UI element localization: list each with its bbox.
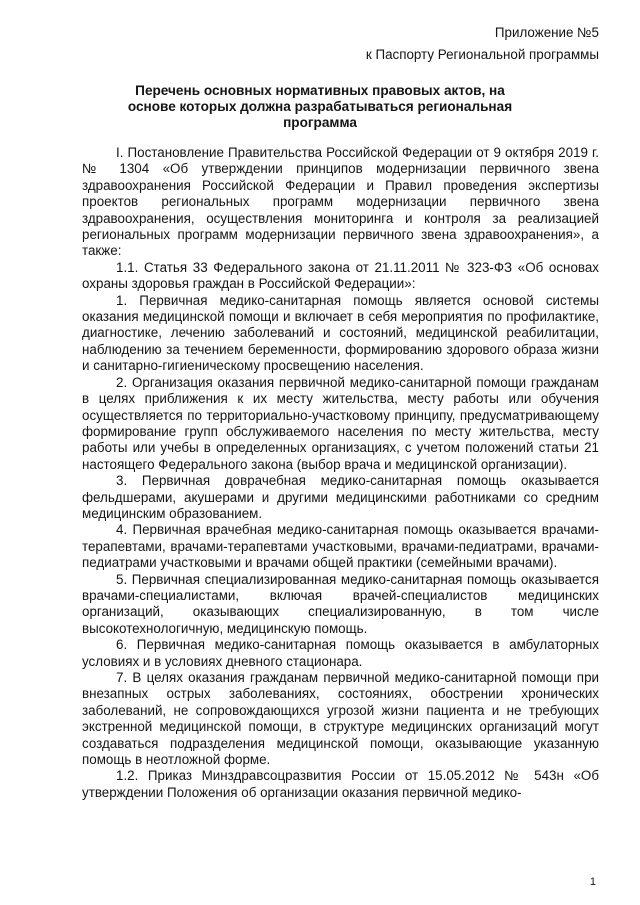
paragraph-resolution-1304: I. Постановление Правительства Российской Федерации от 9 октября 2019 г. № 1304 «Об утверждении принципов модернизации первичного звена здравоохранения Российской Федерации и Правил проведения экспертизы проектов региональных программ модернизации первичного звена здравоохранения, осуществления мониторинга и контроля за реализацией региональных программ модернизации первичного звена здравоохранения», а также:	[82, 145, 599, 259]
paragraph-order-543n: 1.2. Приказ Минздравсоцразвития России от 15.05.2012 № 543н «Об утверждении Положения об организации оказания первичной медико-	[82, 768, 599, 800]
appendix-number: Приложение №5	[494, 25, 599, 40]
paragraph-item-6: 6. Первичная медико-санитарная помощь оказывается в амбулаторных условиях и в условиях дневного стационара.	[82, 637, 599, 669]
paragraph-item-2: 2. Организация оказания первичной медико-санитарной помощи гражданам в целях приближения к их месту жительства, месту работы или обучения осуществляется по территориально-участковому принципу, предусматривающему формирование групп обслуживаемого населения по месту жительства, месту работы или учебы в определенных организациях, с учетом положений статьи 21 настоящего Федерального закона (выбор врача и медицинской организации).	[82, 374, 599, 472]
appendix-reference: к Паспорту Региональной программы	[365, 47, 599, 62]
page-number: 1	[589, 876, 596, 888]
paragraph-article-33: 1.1. Статья 33 Федерального закона от 21.11.2011 № 323-ФЗ «Об основах охраны здоровья граждан в Российской Федерации»:	[82, 259, 599, 292]
paragraph-item-4: 4. Первичная врачебная медико-санитарная помощь оказывается врачами-терапевтами, врачами-терапевтами участковыми, врачами-педиатрами, врачами-педиатрами участковыми и врачами общей практики (семейными врачами).	[82, 522, 599, 571]
paragraph-item-3: 3. Первичная доврачебная медико-санитарная помощь оказывается фельдшерами, акушерами и другими медицинскими работниками со средним медицинским образованием.	[82, 473, 599, 521]
paragraph-item-1: 1. Первичная медико-санитарная помощь является основой системы оказания медицинской помощи и включает в себя мероприятия по профилактике, диагностике, лечению заболеваний и состояний, медицинской реабилитации, наблюдению за течением беременности, формированию здорового образа жизни и санитарно-гигиеническому просвещению населения.	[82, 292, 599, 374]
document-title: Перечень основных нормативных правовых актов, на основе которых должна разрабатываться региональная программа	[127, 83, 513, 130]
paragraph-item-5: 5. Первичная специализированная медико-санитарная помощь оказывается врачами-специалистами, включая врачей-специалистов медицинских организаций, оказывающих специализированную, в том числе высокотехнологичную, медицинскую помощь.	[82, 571, 599, 636]
document-body	[82, 145, 599, 801]
paragraph-item-7: 7. В целях оказания гражданам первичной медико-санитарной помощи при внезапных острых заболеваниях, состояниях, обострении хронических заболеваний, не сопровождающихся угрозой жизни пациента и не требующих экстренной медицинской помощи, в структуре медицинских организаций могут создаваться подразделения медицинской помощи, оказывающие указанную помощь в неотложной форме.	[82, 670, 599, 768]
